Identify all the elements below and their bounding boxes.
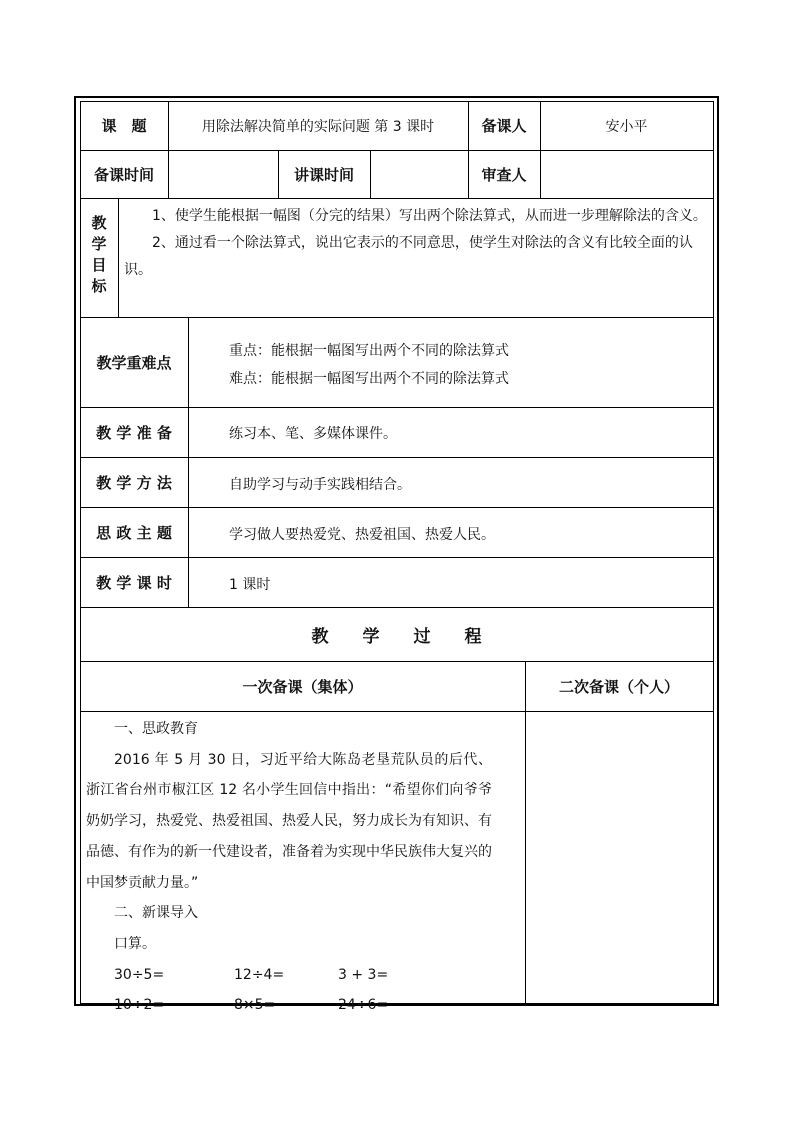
goals-content [124, 203, 712, 284]
ideology-quote-text: 2016 年 5 月 30 日，习近平给大陈岛老垦荒队员的后代、浙江省台州市椒江区 12 名小学生回信中指出：“希望你们向爷爷奶奶学习，热爱党、热爱祖国、热爱人民，努力成长为有知识、有品德、有作为的新一代建设者，准备着为实现中华民族伟大复兴的中国梦贡献力量。” [86, 751, 492, 891]
section-title: 二、新课导入 [114, 905, 198, 922]
table-right-border [713, 101, 714, 1004]
calc-item: 12÷4= [234, 966, 285, 983]
hours-value: 1 课时 [229, 577, 271, 593]
key-points-label: 教学重难点 [96, 353, 172, 372]
process-title: 教 学 过 程 [311, 626, 482, 647]
goals-label-char: 标 [91, 277, 107, 295]
calc-item: 24÷6= [338, 997, 389, 1014]
calc-item: 8×5= [234, 997, 276, 1014]
preparation-value: 练习本、笔、多媒体课件。 [229, 426, 397, 442]
topic-value: 用除法解决简单的实际问题 第 3 课时 [201, 118, 435, 135]
column-divider [118, 198, 119, 317]
preparer-label: 备课人 [481, 117, 527, 135]
goals-label-char: 教 [91, 214, 107, 232]
calc-item: 3 + 3= [338, 966, 389, 983]
section-paragraph [86, 745, 492, 899]
topic-label: 课 题 [101, 117, 147, 135]
key-point-focus: 重点：能根据一幅图写出两个不同的除法算式 [229, 343, 509, 359]
prep-time-value [168, 150, 278, 198]
teach-time-label: 讲课时间 [293, 165, 354, 184]
oral-calc-label: 口算。 [114, 935, 156, 952]
ideology-label: 思 政 主 题 [96, 523, 172, 542]
teach-time-value [370, 150, 468, 198]
hours-label: 教 学 课 时 [96, 573, 172, 592]
preparer-value: 安小平 [605, 118, 648, 135]
reviewer-value [540, 150, 713, 198]
row-divider [80, 711, 713, 712]
group-prep-content [86, 714, 526, 1021]
calc-row [86, 990, 526, 1021]
goals-label [89, 213, 109, 297]
calc-row [86, 960, 526, 991]
preparation-label: 教 学 准 备 [96, 423, 172, 442]
goals-label-char: 学 [91, 235, 107, 253]
row-divider [80, 198, 713, 199]
group-prep-header: 一次备课（集体） [242, 677, 363, 696]
calc-item: 30÷5= [114, 966, 165, 983]
goal-item: 1、使学生能根据一幅图（分完的结果）写出两个除法算式，从而进一步理解除法的含义。 [152, 208, 707, 224]
ideology-value: 学习做人要热爱党、热爱祖国、热爱人民。 [229, 527, 495, 543]
key-point-difficulty: 难点：能根据一幅图写出两个不同的除法算式 [229, 371, 509, 387]
prep-time-label: 备课时间 [93, 165, 154, 184]
personal-prep-header: 二次备课（个人） [558, 677, 679, 696]
method-label: 教 学 方 法 [96, 473, 172, 492]
goals-label-char: 目 [91, 256, 107, 274]
column-divider [188, 317, 189, 607]
goal-item: 2、通过看一个除法算式，说出它表示的不同意思，使学生对除法的含义有比较全面的认识。 [124, 235, 693, 278]
calc-item: 10÷2= [114, 997, 165, 1014]
section-title: 一、思政教育 [114, 721, 198, 737]
reviewer-label: 审查人 [481, 165, 527, 184]
method-value: 自助学习与动手实践相结合。 [229, 477, 411, 493]
